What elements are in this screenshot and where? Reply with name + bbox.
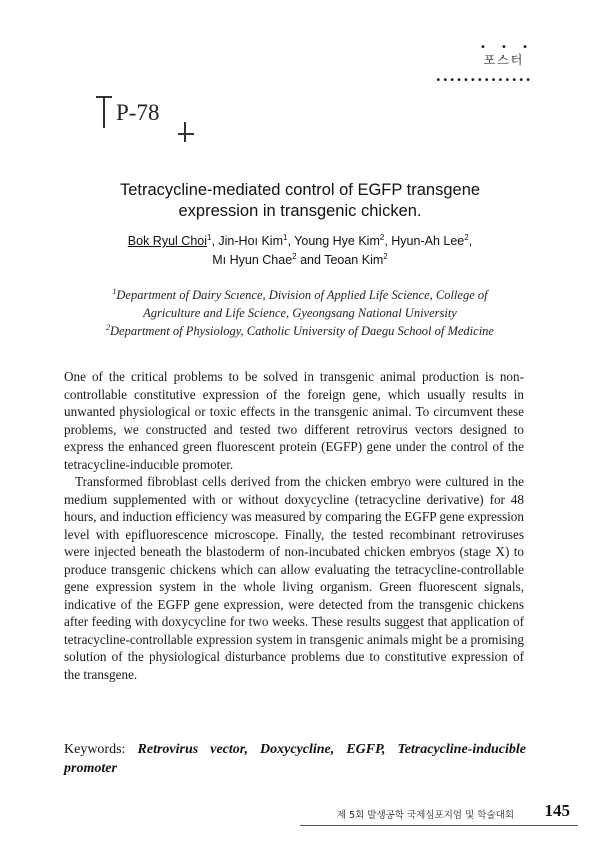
affiliation-line — [0, 286, 600, 304]
affiliations — [0, 286, 600, 340]
keywords — [64, 740, 526, 778]
keywords-list: Retrovirus vector, Doxycycline, EGFP, Tetracycline-inducible promoter — [64, 742, 527, 776]
page-number: 145 — [544, 801, 570, 820]
author-text: , Jin-Hoı Kim — [211, 234, 283, 248]
author-text: and Teoan Kim — [296, 253, 384, 267]
author-line — [0, 232, 600, 251]
affil-mark: 2 — [464, 232, 469, 242]
section-tag — [474, 44, 534, 68]
affil-mark: 2 — [292, 251, 297, 261]
affil-mark: 1 — [112, 286, 117, 296]
abstract — [64, 368, 524, 683]
footer-rule — [300, 825, 578, 826]
keywords-label: Keywords: — [64, 742, 138, 757]
poster-id-mark — [96, 96, 196, 142]
presenting-author: Bok Ryul Choi — [127, 234, 207, 248]
affiliation-line: Agriculture and Life Science, Gyeongsang National University — [143, 306, 457, 320]
affil-mark: 1 — [283, 232, 288, 242]
header-dot-leader: •••••••••••••• — [435, 75, 532, 86]
affil-mark: 2 — [383, 251, 388, 261]
affiliation-line — [0, 322, 600, 340]
abstract-paragraph: Transformed fibroblast cells derived from the chicken embryo were cultured in the medium supplemented with or without doxycycline (tetracycline derivative) for 48 hours, and induction efficiency was measured by comparing the EGFP gene expression level with epifluorescence microscope. Finally, the tested recombinant retroviruses were injected beneath the blastoderm of non-incubated chicken embryos (stage X) to produce transgenic chickens which can allow evaluating the tetracycline-controllable gene expression system in the whole living organism. Green fluorescent signals, indicative of the EGFP gene expression, were detected from the transgenic chickens after feeding with doxycycline for two weeks. These results suggest that application of tetracycline-controllable expression system in transgenic animals might be a promising solution of the physiological disturbance problems due to constitutive expression of the transgene. — [64, 474, 524, 682]
author-line — [0, 251, 600, 270]
paper-title — [0, 180, 600, 222]
section-tag-label: 포스터 — [483, 53, 525, 67]
author-text: , Hyun-Ah Lee — [384, 234, 465, 248]
affil-mark: 2 — [379, 232, 385, 242]
affiliation-text: Department of Dairy Scıence, Division of Applied Life Science, College of — [116, 288, 488, 302]
poster-id: P-78 — [116, 100, 160, 125]
conference-name: 제 5회 발생공학 국제심포지엄 및 학술대회 — [336, 810, 514, 821]
page-footer — [0, 800, 600, 830]
title-line: expression in transgenic chicken. — [178, 202, 422, 220]
affil-mark: 2 — [106, 322, 111, 332]
author-text: , Young Hye Kim — [287, 234, 380, 248]
bracket-bottom-bar — [178, 133, 194, 135]
affil-mark: 1 — [207, 232, 212, 242]
bracket-bottom-stem — [184, 122, 186, 142]
author-text: Mı Hyun Chae — [212, 253, 293, 267]
affiliation-text: Department of Physiology, Catholic University of Daegu School of Medicine — [110, 324, 494, 338]
title-line: Tetracycline-mediated control of EGFP transgene — [119, 181, 481, 199]
section-tag-dots: • • • — [479, 42, 534, 53]
author-text: , — [468, 234, 473, 248]
bracket-top-stem — [103, 96, 105, 128]
abstract-paragraph: One of the critical problems to be solved in transgenic animal production is non-controllable constitutive expression of the foreign gene, which usually results in unwanted physiological or toxic effects in the transgenic animal. To circumvent these problems, we constructed and tested two different retrovirus vectors designed to express the enhanced green fluorescent protein (EGFP) gene under the control of the tetracycline-inducıble promoter. — [64, 369, 524, 472]
author-list — [0, 232, 600, 270]
